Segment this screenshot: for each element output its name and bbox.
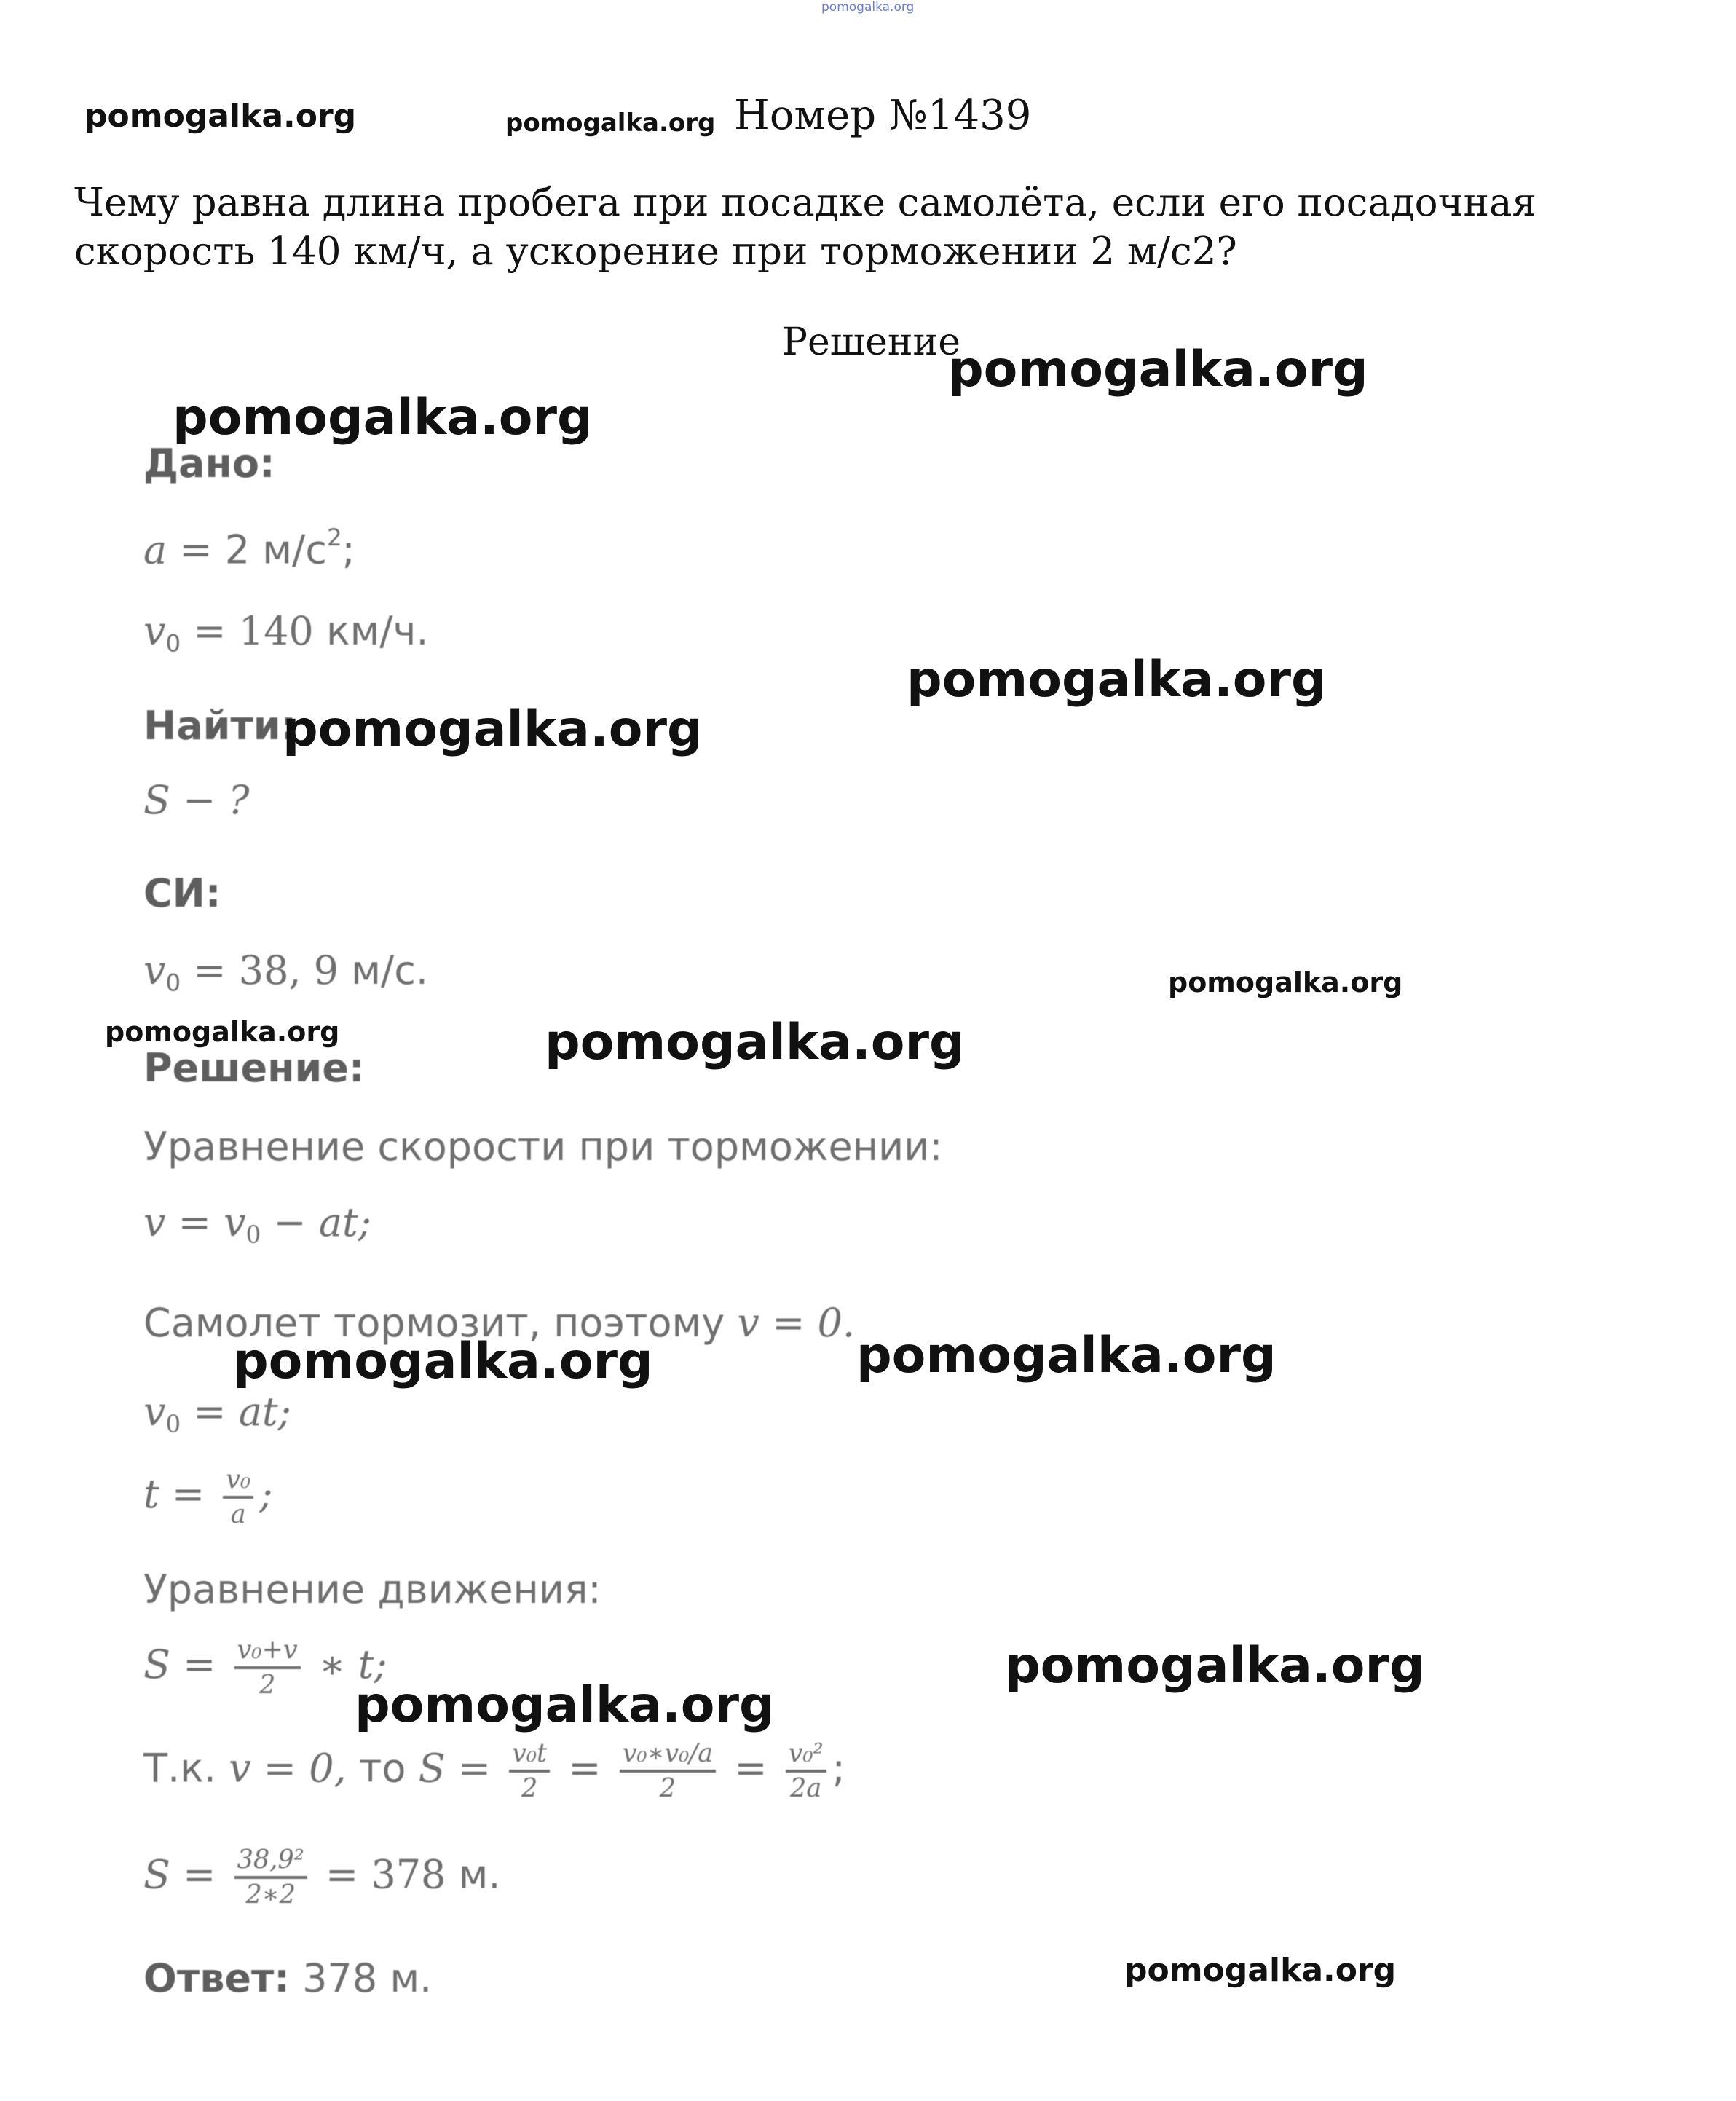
eq-v0-at: $v_0$ = at; bbox=[143, 1389, 291, 1438]
find-label: Найти: bbox=[143, 703, 297, 749]
watermark-1: pomogalka.org bbox=[948, 341, 1368, 398]
problem-line-1: Чему равна длина пробега при посадке самолёта, если его посадочная bbox=[74, 181, 1536, 225]
given-label: Дано: bbox=[143, 441, 275, 486]
watermark-5: pomogalka.org bbox=[1168, 966, 1403, 998]
watermark-6: pomogalka.org bbox=[105, 1016, 340, 1048]
fraction-v0sq-2a: $\frac{\text{v₀²}}{2a}$ bbox=[786, 1738, 826, 1805]
section-title: Решение bbox=[782, 320, 960, 364]
watermark-12: pomogalka.org bbox=[1124, 1952, 1397, 1989]
fraction-v0-over-a: $\frac{\text{v₀}}{a}$ bbox=[223, 1464, 253, 1531]
answer: Ответ: 378 м. bbox=[143, 1955, 433, 2001]
watermark-8: pomogalka.org bbox=[856, 1327, 1277, 1384]
watermark-header-left: pomogalka.org bbox=[84, 98, 357, 135]
find-expr: S − ? bbox=[143, 777, 250, 823]
fraction-motion: $\frac{\text{v₀+v}}{2}$ bbox=[234, 1634, 301, 1701]
watermark-top: pomogalka.org bbox=[821, 0, 915, 15]
watermark-10: pomogalka.org bbox=[1005, 1637, 1425, 1695]
watermark-3: pomogalka.org bbox=[907, 651, 1327, 709]
fraction-v0v0a: $\frac{\text{v₀∗v₀/a}}{2}$ bbox=[620, 1738, 716, 1805]
fraction-calc: $\frac{\text{38,9²}}{2∗2}$ bbox=[234, 1844, 307, 1911]
eq-t: t = $\frac{\text{v₀}}{a}$ ; bbox=[143, 1465, 273, 1529]
speed-equation: $v = v_0$ − at; bbox=[143, 1199, 371, 1249]
calc-equation: S = $\frac{\text{38,9²}}{2∗2}$ = 378 м. bbox=[143, 1845, 501, 1909]
watermark-2: pomogalka.org bbox=[173, 389, 593, 446]
page-title: Номер №1439 bbox=[734, 92, 1032, 139]
watermark-7: pomogalka.org bbox=[545, 1014, 965, 1071]
given-a: a = 2 $м/с^2$; bbox=[143, 524, 355, 573]
watermark-11: pomogalka.org bbox=[355, 1676, 775, 1734]
si-label: СИ: bbox=[143, 870, 221, 916]
watermark-4: pomogalka.org bbox=[283, 701, 703, 758]
motion-eq-label: Уравнение движения: bbox=[143, 1566, 601, 1612]
given-v0: $v_0 = 140$ км/ч. bbox=[143, 608, 429, 658]
braking-text: Самолет тормозит, поэтому v = 0. bbox=[143, 1300, 856, 1346]
solution-label: Решение: bbox=[143, 1045, 365, 1091]
watermark-header-center: pomogalka.org bbox=[505, 109, 716, 138]
watermark-9: pomogalka.org bbox=[233, 1333, 653, 1390]
problem-line-2: скорость 140 км/ч, а ускорение при торможении 2 м/с2? bbox=[74, 229, 1237, 274]
since-equation: Т.к. v = 0, то S = $\frac{\text{v₀t}}{2}$ = $\frac{\text{v₀∗v₀/a}}{2}$ = $\frac{\text{v₀²}}{2a}$ ; bbox=[143, 1738, 845, 1803]
si-v0: $v_0 = 38$, 9 м/с. bbox=[143, 947, 429, 997]
fraction-v0t: $\frac{\text{v₀t}}{2}$ bbox=[509, 1738, 550, 1805]
motion-equation: S = $\frac{\text{v₀+v}}{2}$ ∗ t; bbox=[143, 1635, 387, 1700]
speed-eq-label: Уравнение скорости при торможении: bbox=[143, 1124, 943, 1170]
